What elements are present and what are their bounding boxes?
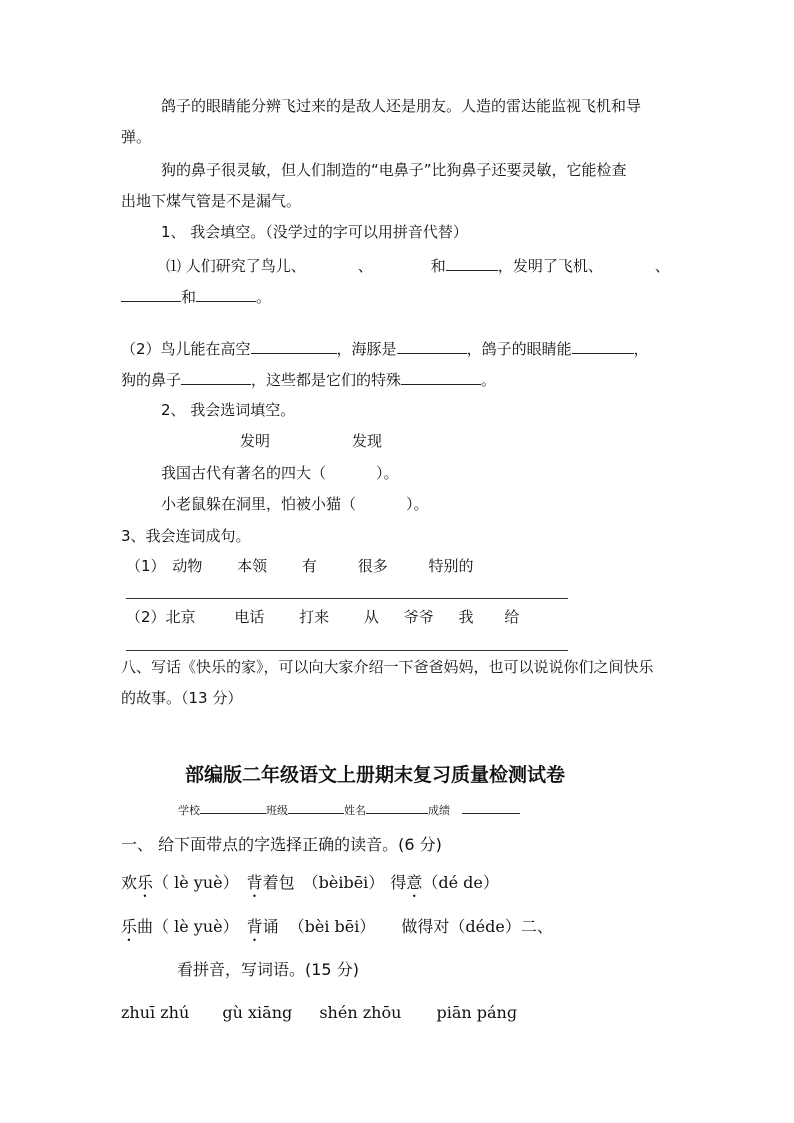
word: 本领 xyxy=(237,557,268,575)
blank[interactable] xyxy=(572,337,634,354)
sentence-text: ，这些都是它们的特殊 xyxy=(251,371,402,389)
sentence-text: 、 xyxy=(654,257,670,275)
section-heading: 一、 给下面带点的字选择正确的读音。(6 分) xyxy=(121,835,442,854)
word: 爷爷 xyxy=(403,608,434,626)
word-text: 曲 xyxy=(137,917,154,936)
dotted-char: 背 xyxy=(246,917,263,936)
word-row xyxy=(126,607,519,627)
pinyin-options[interactable]: （ lè yuè） xyxy=(153,917,239,936)
name-field[interactable] xyxy=(366,802,428,814)
fill-sentence xyxy=(161,494,429,514)
blank[interactable] xyxy=(446,254,498,271)
sentence-text: 小老鼠躲在洞里，怕被小猫（ xyxy=(161,495,357,513)
word-text: 欢 xyxy=(121,873,138,892)
blank[interactable] xyxy=(401,368,481,385)
fill-sentence xyxy=(121,337,649,359)
reading-row xyxy=(121,873,499,901)
dotted-char: 意 xyxy=(406,873,423,892)
name-label: 姓名 xyxy=(344,804,366,817)
sentence-text: 狗的鼻子 xyxy=(121,371,182,389)
question-heading: 2、 我会选词填空。 xyxy=(161,401,296,419)
word-choice: 发现 xyxy=(352,432,383,450)
sentence-text: 、 xyxy=(357,257,373,275)
sentence-text: ，鸽子的眼睛能 xyxy=(466,340,572,358)
word-text: 做得对（déde）二、 xyxy=(401,917,553,936)
class-field[interactable] xyxy=(288,802,344,814)
sentence-text: 和 xyxy=(430,257,446,275)
sentence-text: ，海豚是 xyxy=(336,340,397,358)
question-heading: 1、 我会填空。（没学过的字可以用拼音代替） xyxy=(161,223,468,241)
word-text: 得 xyxy=(390,873,407,892)
word: 动物 xyxy=(172,557,203,575)
pinyin-row xyxy=(121,1003,517,1023)
sentence-text: ⑴ 人们研究了鸟儿、 xyxy=(166,257,306,275)
score-label: 成绩 xyxy=(428,804,450,817)
question-heading: 八、写话《快乐的家》，可以向大家介绍一下爸爸妈妈，也可以说说你们之间快乐 xyxy=(121,658,654,676)
exam-title: 部编版二年级语文上册期末复习质量检测试卷 xyxy=(185,764,566,786)
sentence-text: ）。 xyxy=(376,464,399,482)
class-label: 班级 xyxy=(266,804,288,817)
section-heading: 看拼音，写词语。(15 分) xyxy=(177,960,359,979)
pinyin-options[interactable]: （bèi bēi） xyxy=(288,917,376,936)
blank[interactable] xyxy=(121,285,181,302)
word: 很多 xyxy=(357,557,388,575)
word-row xyxy=(126,556,474,576)
sentence-text: （2）鸟儿能在高空 xyxy=(121,340,251,358)
score-field[interactable] xyxy=(462,802,520,814)
sentence-text: 和 xyxy=(181,288,197,306)
pinyin-options[interactable]: （dé de） xyxy=(422,873,499,892)
sentence-text: ， xyxy=(633,340,649,358)
fill-sentence xyxy=(121,368,496,390)
pinyin-word: piān pánɡ xyxy=(436,1003,518,1022)
fill-sentence xyxy=(121,285,271,307)
word-text: 诵 xyxy=(262,917,279,936)
passage-line: 鸽子的眼睛能分辨飞过来的是敌人还是朋友。人造的雷达能监视飞机和导 xyxy=(161,97,642,115)
word-choice: 发明 xyxy=(240,432,271,450)
pinyin-options[interactable]: （bèibēi） xyxy=(302,873,385,892)
blank[interactable] xyxy=(251,337,337,354)
blank[interactable] xyxy=(181,368,251,385)
question-heading: 的故事。（13 分） xyxy=(121,689,243,707)
answer-line[interactable] xyxy=(126,598,568,599)
blank[interactable] xyxy=(397,337,467,354)
pinyin-word: gù xiāng xyxy=(222,1003,293,1022)
pinyin-options[interactable]: （ lè yuè） xyxy=(153,873,239,892)
sentence-text: 。 xyxy=(481,371,497,389)
school-field[interactable] xyxy=(200,802,266,814)
sentence-text: 我国古代有著名的四大（ xyxy=(161,464,327,482)
word: 给 xyxy=(504,608,520,626)
word: 有 xyxy=(301,557,317,575)
passage-line: 弹。 xyxy=(121,128,152,146)
sentence-text: 。 xyxy=(256,288,272,306)
passage-line: 狗的鼻子很灵敏，但人们制造的“电鼻子”比狗鼻子还要灵敏，它能检查 xyxy=(161,161,627,179)
word: （2）北京 xyxy=(126,608,196,626)
word: 从 xyxy=(363,608,379,626)
dotted-char: 乐 xyxy=(137,873,154,892)
question-heading: 3、我会连词成句。 xyxy=(121,527,251,545)
word: （1） xyxy=(126,557,166,575)
pinyin-word: zhuī zhú xyxy=(121,1003,190,1022)
fill-sentence xyxy=(161,463,399,483)
answer-line[interactable] xyxy=(126,650,568,651)
reading-row xyxy=(121,917,553,945)
dotted-char: 背 xyxy=(246,873,263,892)
blank[interactable] xyxy=(196,285,256,302)
word: 特别的 xyxy=(428,557,474,575)
word: 我 xyxy=(458,608,474,626)
word-text: 着包 xyxy=(262,873,295,892)
passage-line: 出地下煤气管是不是漏气。 xyxy=(121,192,302,210)
word: 电话 xyxy=(234,608,265,626)
fill-sentence xyxy=(166,254,670,276)
sentence-text: ）。 xyxy=(406,495,429,513)
dotted-char: 乐 xyxy=(121,917,138,936)
student-info-row xyxy=(178,802,520,818)
pinyin-word: shén zhōu xyxy=(319,1003,402,1022)
sentence-text: ，发明了飞机、 xyxy=(497,257,603,275)
school-label: 学校 xyxy=(178,804,200,817)
word: 打来 xyxy=(299,608,330,626)
